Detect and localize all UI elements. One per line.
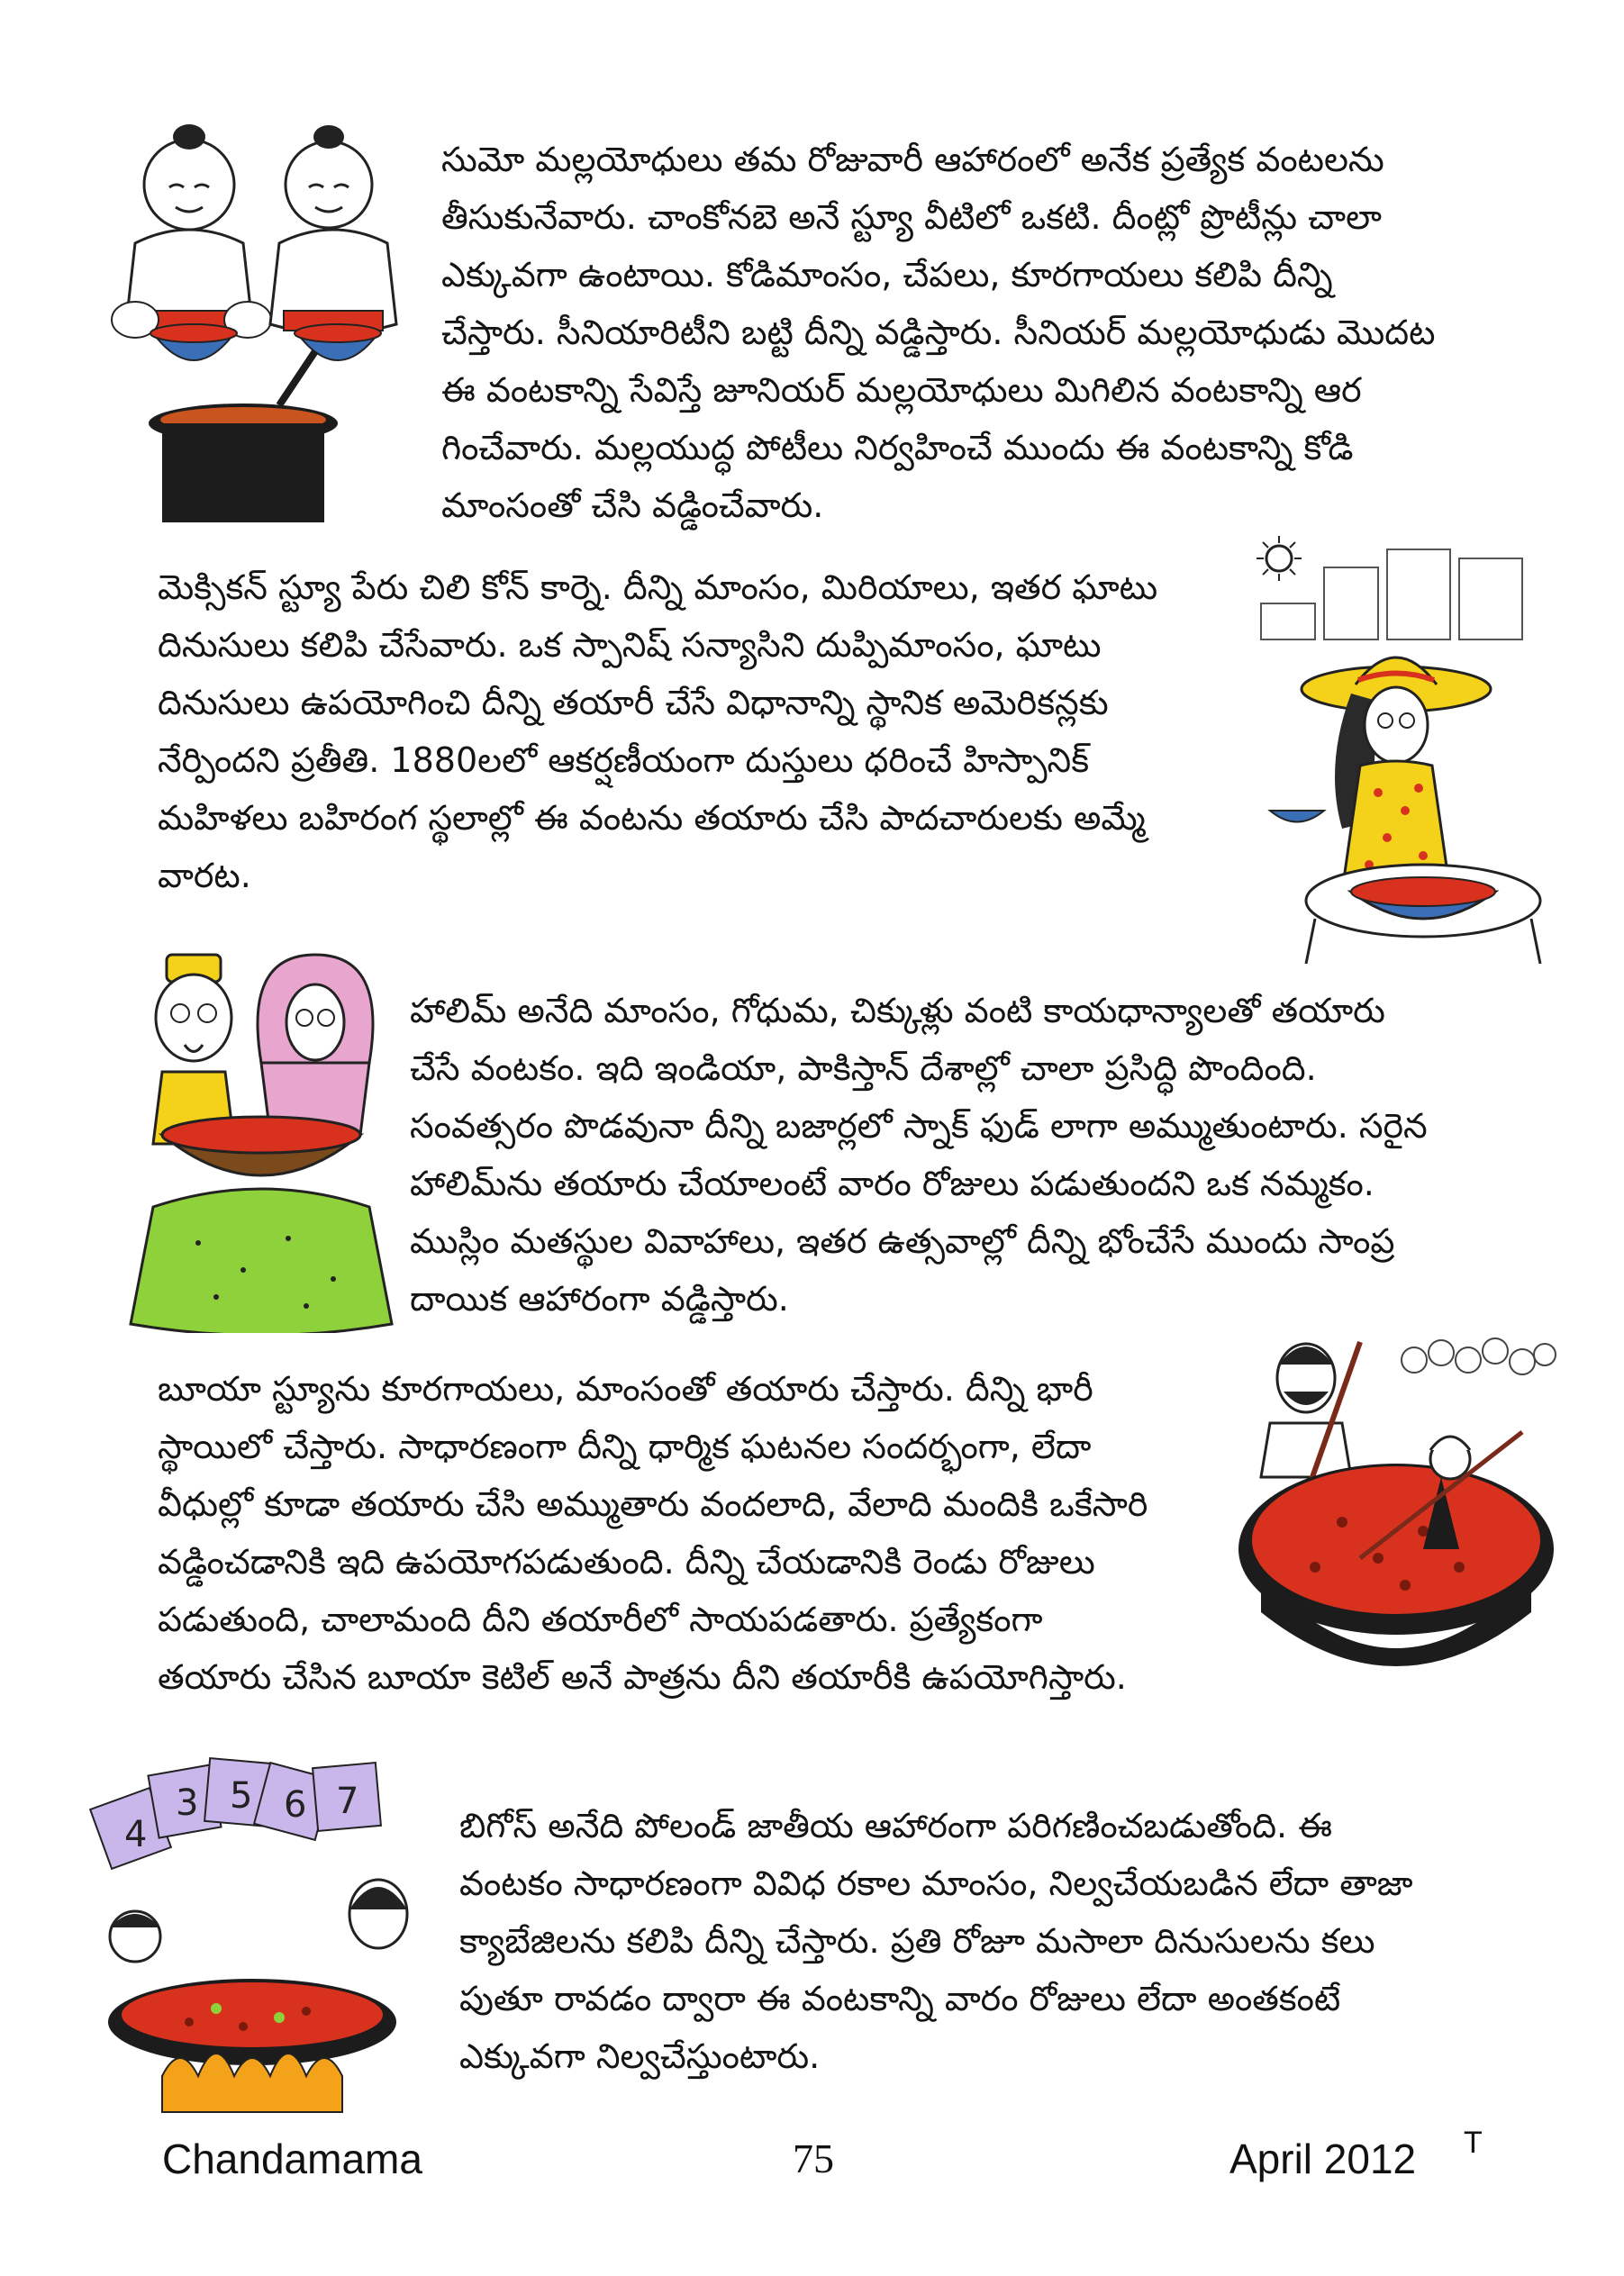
text-line: పుతూ రావడం ద్వారా ఈ వంటకాన్ని వారం రోజులు లేదా అంతకంటే [459, 1979, 1341, 2018]
text-line: ఎక్కువగా ఉంటాయి. కోడిమాంసం, చేపలు, కూరగాయలు కలిపి దీన్ని [441, 255, 1333, 295]
text-line: మహిళలు బహిరంగ స్థలాల్లో ఈ వంటను తయారు చేసి పాదచారులకు అమ్మే [158, 798, 1146, 838]
text-line: మెక్సికన్ స్ట్యూ పేరు చిలి కోన్ కార్నె. దీన్ని మాంసం, మిరియాలు, ఇతర ఘాటు [158, 567, 1158, 607]
footer-date: April 2012 [1229, 2135, 1417, 2182]
text-line: దినుసులు ఉపయోగించి దీన్ని తయారీ చేసే విధానాన్ని స్థానిక అమెరికన్లకు [158, 683, 1109, 722]
text-line: దినుసులు కలిపి చేసేవారు. ఒక స్పానిష్ సన్యాసిని దుప్పిమాంసం, ఘాటు [158, 625, 1102, 665]
calendar-day-number: 7 [336, 1781, 359, 1822]
text-line: చేస్తారు. సీనియారిటీని బట్టి దీన్ని వడ్డిస్తారు. సీనియర్ మల్లయోధుడు మొదట [441, 313, 1436, 352]
calendar-day-number: 6 [284, 1784, 307, 1826]
text-line: వారట. [158, 856, 251, 895]
text-line: క్యాబేజిలను కలిపి దీన్ని చేస్తారు. ప్రతి రోజూ మసాలా దినుసులను కలు [459, 1921, 1375, 1961]
bigos-pan-illustration [81, 1743, 441, 2130]
text-line: వీధుల్లో కూడా తయారు చేసి అమ్ముతారు వందలాది, వేలాది మందికి ఒకేసారి [158, 1484, 1148, 1524]
text-line: తీసుకునేవారు. చాంకోనబె అనే స్ట్యూ వీటిలో ఒకటి. దీంట్లో ప్రొటీన్లు చాలా [441, 197, 1382, 237]
text-line: నేర్పిందని ప్రతీతి. 1880లలో ఆకర్షణీయంగా దుస్తులు ధరించే హిస్పానిక్ [158, 740, 1090, 780]
bigos-paragraph [459, 1797, 1486, 2085]
text-line: బూయా స్ట్యూను కూరగాయలు, మాంసంతో తయారు చేస్తారు. దీన్ని భారీ [158, 1369, 1093, 1409]
text-line: తయారు చేసిన బూయా కెటిల్ అనే పాత్రను దీని తయారీకి ఉపయోగిస్తారు. [158, 1657, 1127, 1697]
mexican-woman-illustration [1243, 531, 1549, 964]
sumo-wrestlers-illustration [99, 117, 405, 531]
text-line: గించేవారు. మల్లయుద్ధ పోటీలు నిర్వహించే ముందు ఈ వంటకాన్ని కోడి [441, 428, 1354, 467]
text-line: బిగోస్ అనేది పోలండ్ జాతీయ ఆహారంగా పరిగణించబడుతోంది. ఈ [459, 1806, 1332, 1845]
text-line: పడుతుంది, చాలామంది దీని తయారీలో సాయపడతారు. ప్రత్యేకంగా [158, 1600, 1043, 1639]
text-line: సుమో మల్లయోధులు తమ రోజువారీ ఆహారంలో అనేక ప్రత్యేక వంటలను [441, 140, 1384, 179]
text-line: ఈ వంటకాన్ని సేవిస్తే జూనియర్ మల్లయోధులు మిగిలిన వంటకాన్ని ఆర [441, 370, 1362, 410]
text-line: హాలిమ్ అనేది మాంసం, గోధుమ, చిక్కుళ్లు వంటి కాయధాన్యాలతో తయారు [410, 991, 1385, 1030]
haleem-couple-illustration [126, 937, 405, 1333]
booyah-paragraph [158, 1360, 1220, 1706]
sumo-paragraph [441, 131, 1486, 534]
text-line: చేసే వంటకం. ఇది ఇండియా, పాకిస్తాన్ దేశాల్లో చాలా ప్రసిద్ధి పొందింది. [410, 1048, 1317, 1088]
text-line: స్థాయిలో చేస్తారు. సాధారణంగా దీన్ని ధార్మిక ఘటనల సందర్భంగా, లేదా [158, 1427, 1092, 1466]
calendar-day-number: 5 [230, 1775, 253, 1817]
mexican-paragraph [158, 558, 1211, 904]
text-line: వడ్డించడానికి ఇది ఉపయోగపడుతుంది. దీన్ని చేయడానికి రెండు రోజులు [158, 1542, 1095, 1582]
text-line: సంవత్సరం పొడవునా దీన్ని బజార్లలో స్నాక్ ఫుడ్ లాగా అమ్ముతుంటారు. సరైన [410, 1106, 1428, 1146]
footer-magazine-name: Chandamama [162, 2135, 422, 2182]
text-line: మాంసంతో చేసి వడ్డించేవారు. [441, 485, 824, 525]
calendar-day-number: 4 [124, 1814, 148, 1855]
text-line: ముస్లిం మతస్థుల వివాహాలు, ఇతర ఉత్సవాల్లో దీన్ని భోంచేసే ముందు సాంప్ర [410, 1221, 1395, 1261]
haleem-paragraph [410, 982, 1482, 1328]
text-line: దాయిక ఆహారంగా వడ్డిస్తారు. [410, 1279, 789, 1319]
footer-mark: T [1464, 2126, 1483, 2160]
text-line: హాలిమ్‌ను తయారు చేయాలంటే వారం రోజులు పడుతుందని ఒక నమ్మకం. [410, 1164, 1375, 1203]
text-line: ఎక్కువగా నిల్వచేస్తుంటారు. [459, 2036, 821, 2076]
text-line: వంటకం సాధారణంగా వివిధ రకాల మాంసం, నిల్వచేయబడిన లేదా తాజా [459, 1863, 1413, 1903]
footer-page-number: 75 [793, 2135, 834, 2181]
calendar-day-number: 3 [176, 1782, 199, 1824]
booyah-kettle-illustration [1234, 1324, 1558, 1702]
